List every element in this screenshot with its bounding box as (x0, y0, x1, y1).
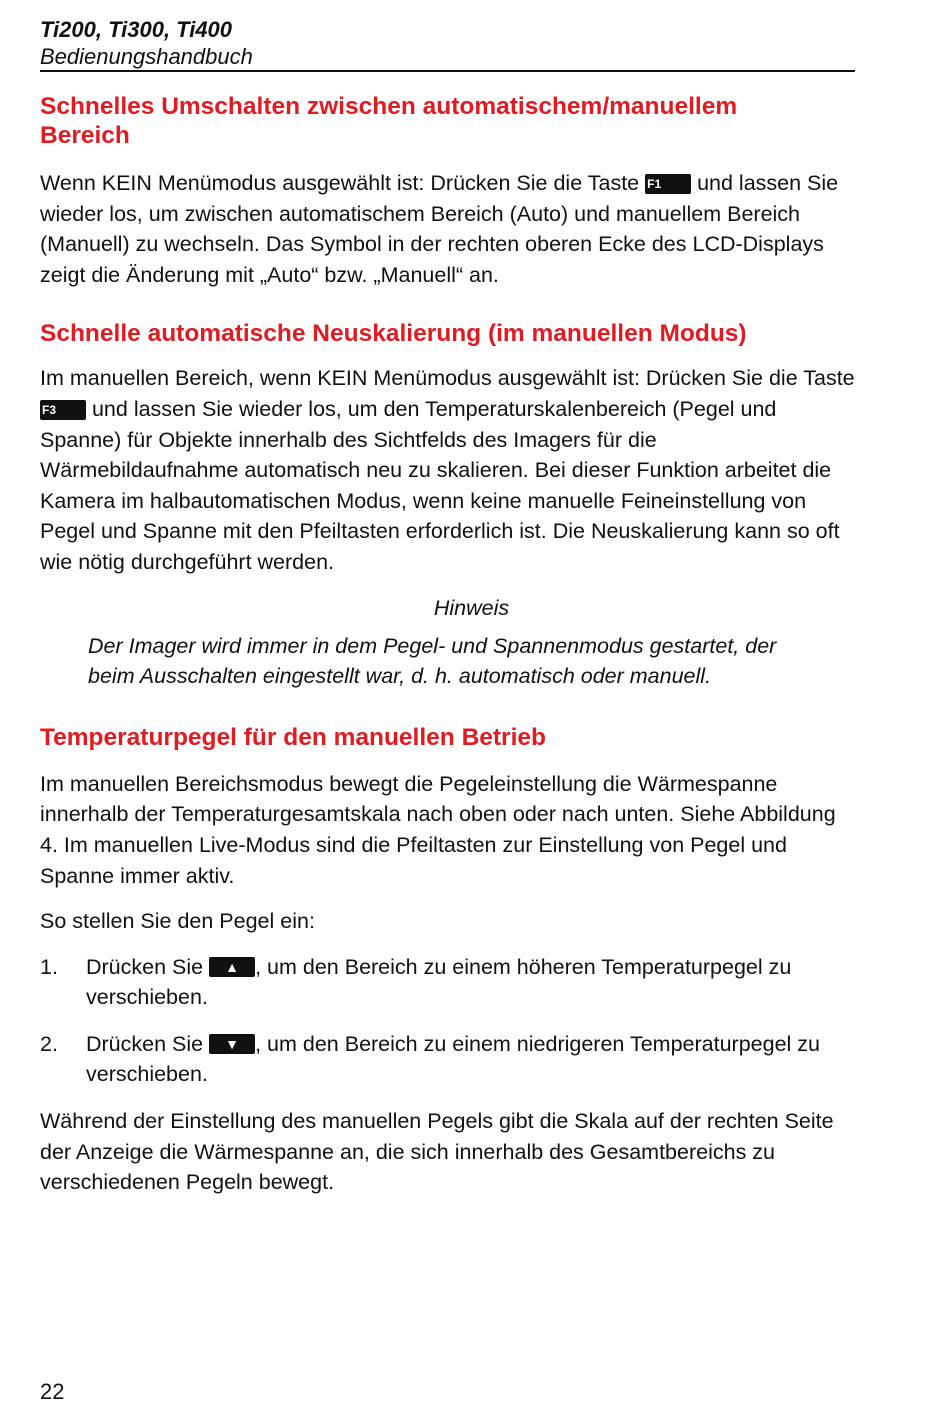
note-text: Der Imager wird immer in dem Pegel- und Spannenmodus gestartet, der beim Ausschalten eingestellt war, d. h. automatisch oder manuell. (88, 633, 777, 689)
range-toggle-text-after: und lassen Sie wieder los, um zwischen automatischem Bereich (Auto) und manuellem Bereich (Manuell) zu wechseln. Das Symbol in der rechten oberen Ecke des LCD-Displays zeigt die Änderung mit „Auto“ bzw. „Manuell“ an. (40, 171, 839, 287)
step-text-before: Drücken Sie (86, 954, 210, 979)
auto-rescale-text-after: und lassen Sie wieder los, um den Temperaturskalenbereich (Pegel und Spanne) für Objekte innerhalb des Sichtfelds des Imagers für die Wärmebildaufnahme automatisch neu zu skalieren. Bei dieser Funktion arbeitet die Kamera im halbautomatischen Modus, wenn keine manuelle Feineinstellung von Pegel und Spanne mit den Pfeiltasten erforderlich ist. Die Neuskalierung kann so oft wie nötig durchgeführt werden. (40, 396, 840, 574)
page-content (40, 92, 855, 1198)
step-text-before: Drücken Sie (86, 1031, 210, 1056)
section-heading-temperature-level: Temperaturpegel für den manuellen Betrieb (40, 723, 546, 751)
section-heading-auto-rescale: Schnelle automatische Neuskalierung (im manuellen Modus) (40, 320, 747, 348)
list-item (40, 1029, 855, 1090)
header-subtitle: Bedienungshandbuch (40, 44, 253, 69)
f1-key-icon: F1 (645, 174, 691, 194)
level-instructions-intro: So stellen Sie den Pegel ein: (40, 909, 315, 934)
range-toggle-text-before: Wenn KEIN Menümodus ausgewählt ist: Drücken Sie die Taste (40, 171, 646, 195)
step-text-after: , um den Bereich zu einem höheren Temperaturpegel zu verschieben. (86, 954, 792, 1010)
temperature-level-paragraph: Im manuellen Bereichsmodus bewegt die Pegeleinstellung die Wärmespanne innerhalb der Temperaturgesamtskala nach oben oder nach unten. Siehe Abbildung 4. Im manuellen Live-Modus sind die Pfeiltasten zur Einstellung von Pegel und Spanne immer aktiv. (40, 771, 836, 888)
section-heading-range-toggle: Schnelles Umschalten zwischen automatischem/manuellem Bereich (40, 93, 738, 149)
page-number: 22 (40, 1379, 65, 1404)
auto-rescale-text-before: Im manuellen Bereich, wenn KEIN Menümodus ausgewählt ist: Drücken Sie die Taste (40, 366, 855, 391)
range-toggle-paragraph (40, 168, 855, 290)
list-item-text (86, 1029, 855, 1090)
f3-key-icon: F3 (40, 400, 86, 420)
page-header (40, 16, 855, 70)
level-scale-paragraph: Während der Einstellung des manuellen Pegels gibt die Skala auf der rechten Seite der Anzeige die Wärmespanne an, die sich innerhalb des Gesamtbereichs zu verschiedenen Pegeln bewegt. (40, 1109, 834, 1195)
list-item (40, 952, 855, 1013)
auto-rescale-paragraph (40, 363, 855, 577)
list-item-text (86, 952, 855, 1013)
step-text-after: , um den Bereich zu einem niedrigeren Temperaturpegel zu verschieben. (86, 1031, 820, 1087)
header-divider (40, 70, 855, 72)
header-title: Ti200, Ti300, Ti400 (40, 17, 233, 42)
up-arrow-key-icon: ▲ (209, 957, 255, 977)
list-item-number: 2. (40, 1031, 58, 1056)
list-item-number: 1. (40, 954, 58, 979)
down-arrow-key-icon: ▼ (209, 1034, 255, 1054)
note-label: Hinweis (433, 595, 510, 620)
